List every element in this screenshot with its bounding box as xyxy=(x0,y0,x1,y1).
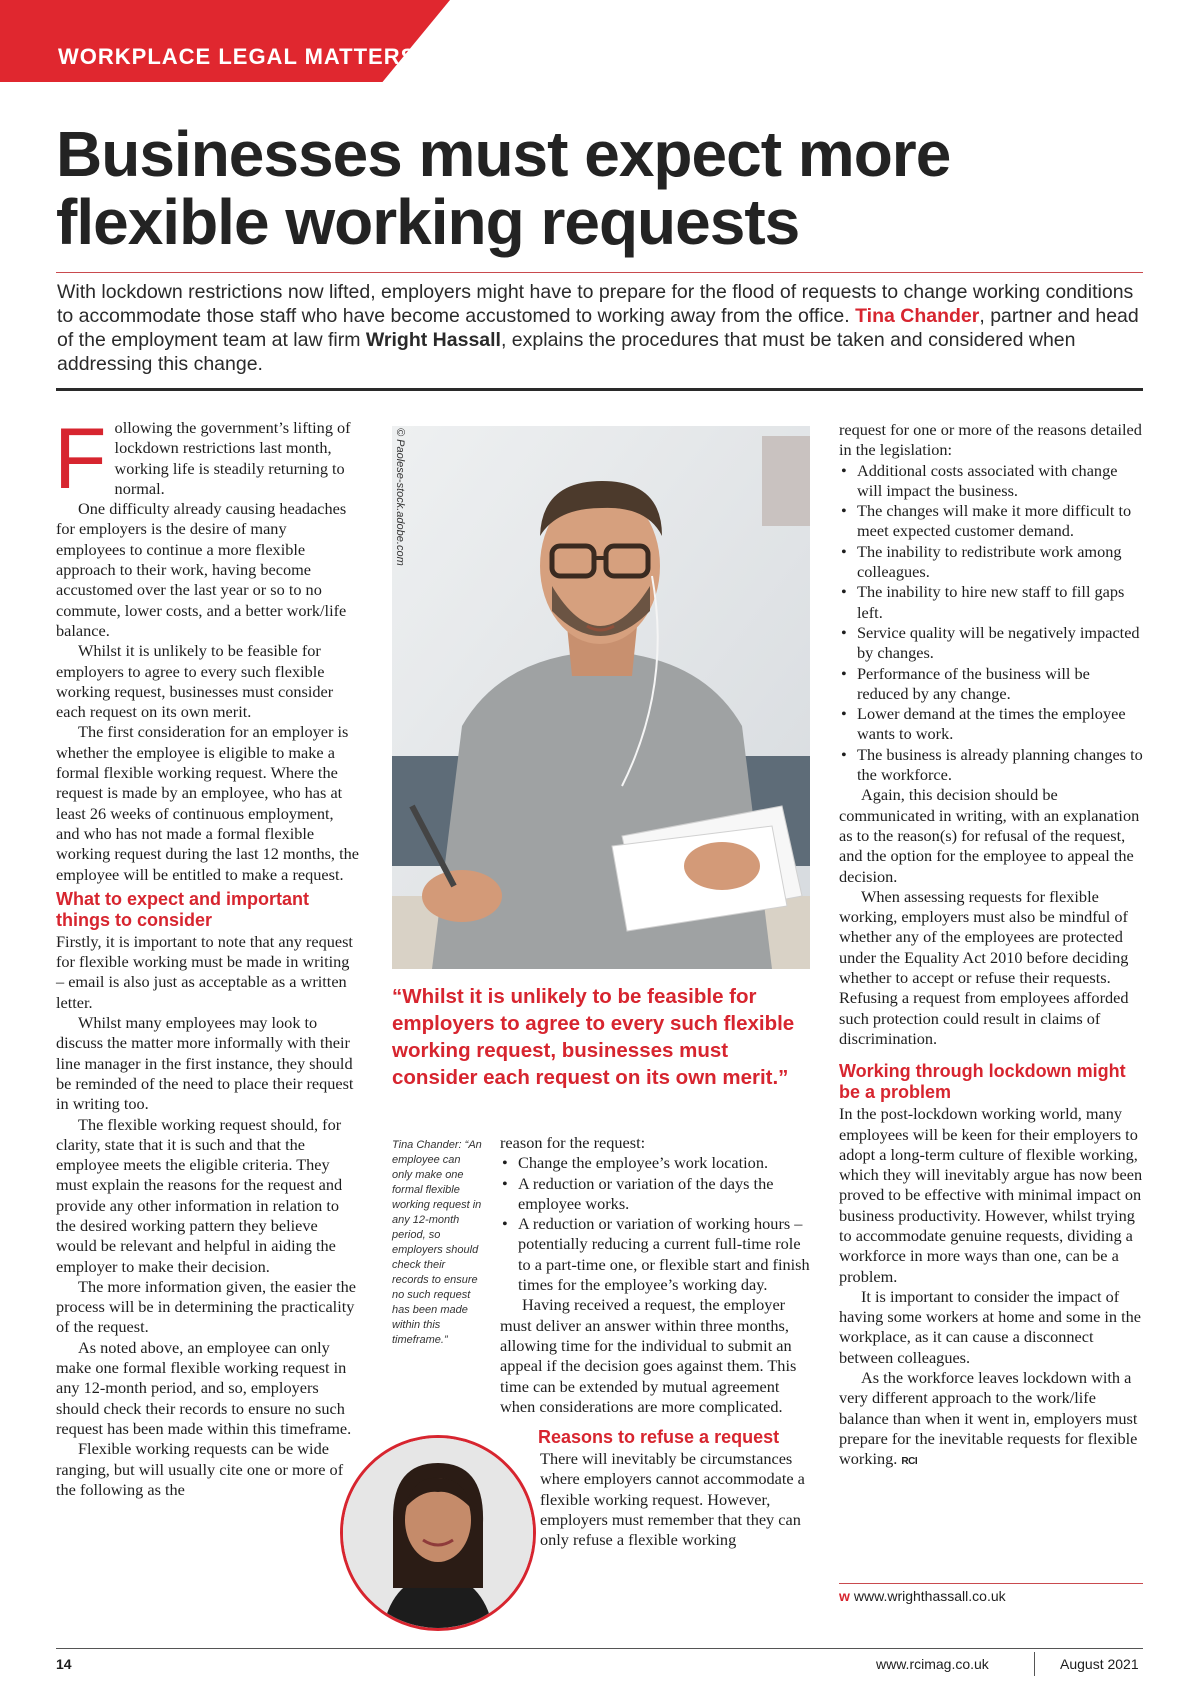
column-3 xyxy=(839,420,1145,1473)
footer-date: August 2021 xyxy=(1060,1656,1139,1672)
pull-quote: “Whilst it is unlikely to be feasible for employers to agree to every such flexible working request, businesses must consider each request on its own merit.” xyxy=(392,985,795,1089)
paragraph: In the post-lockdown working world, many employees will be keen for their employers to adopt a long-term culture of flexible working, which they will inevitably argue has now been proved to be effective with minimal impact on business productivity. However, whilst trying to accommodate genuine requests, dividing a workforce in more ways than one, can be a problem. xyxy=(839,1104,1143,1286)
paragraph-text: ollowing the government’s lifting of lockdown restrictions last month, working life is steadily returning to normal. xyxy=(114,418,351,498)
standfirst xyxy=(57,280,1142,376)
list-item: • A reduction or variation of the days the employee works. xyxy=(500,1174,810,1215)
list-item: • The business is already planning changes to the workforce. xyxy=(839,745,1145,786)
list-item: • Change the employee’s work location. xyxy=(500,1153,810,1173)
footer-site[interactable]: www.rcimag.co.uk xyxy=(876,1656,989,1672)
paragraph: When assessing requests for flexible working, employers must also be mindful of whether any of the employees are protected under the Equality Act 2010 before deciding whether to accept or refuse their requests. Refusing a request from employees afforded such protection could result in claims of discrimination. xyxy=(839,886,1129,1048)
paragraph xyxy=(839,1368,1145,1472)
paragraph: request for one or more of the reasons detailed in the legislation: xyxy=(839,420,1142,460)
refusal-reasons-list xyxy=(839,461,1145,786)
standfirst-top-rule xyxy=(56,272,1143,273)
paragraph: Having received a request, the employer must deliver an answer within three months, allowing time for the individual to submit an appeal if the decision goes against them. This time can be extended by mutual agreement when considerations are more complicated. xyxy=(500,1295,797,1416)
paragraph: The first consideration for an employer is whether the employee is eligible to make a formal flexible working request. Where the request is made by an employee, who has at least 26 weeks of continuous employment, and who has not made a formal flexible working request during the last 12 months, the employee will be entitled to make a request. xyxy=(56,722,359,884)
column-1 xyxy=(54,411,360,1500)
paragraph: As noted above, an employee can only make one formal flexible working request in any 12-month period, and so, employers should check their records to ensure no such request has been made within this timeframe. xyxy=(56,1337,352,1438)
web-link[interactable] xyxy=(839,1588,1006,1604)
column-2 xyxy=(500,1133,810,1551)
paragraph: There will inevitably be circumstances where employers cannot accommodate a flexible working request. However, employers must remember that they can only refuse a flexible working xyxy=(540,1449,805,1550)
request-reasons-list xyxy=(500,1153,810,1295)
footer-divider xyxy=(1034,1652,1035,1676)
standfirst-text: With lockdown restrictions now lifted, employers might have to prepare for the flood of requests to change working conditions to accommodate those staff who have become accustomed to working away from the office. xyxy=(57,281,1134,327)
subheading: What to expect and important things to consider xyxy=(56,888,310,930)
list-item: • The inability to hire new staff to fill gaps left. xyxy=(839,582,1145,623)
list-item: • Lower demand at the times the employee wants to work. xyxy=(839,704,1145,745)
author-name: Tina Chander xyxy=(855,305,980,327)
photo-credit xyxy=(388,428,408,588)
paragraph-text: As the workforce leaves lockdown with a very different approach to the work/life balance than when it went in, employers must prepare for the inevitable requests for flexible working. xyxy=(839,1368,1138,1469)
end-mark: RCI xyxy=(901,1456,918,1468)
paragraph: The flexible working request should, for clarity, state that it is such and that the employee meets the eligible criteria. They must explain the reasons for the request and provide any other information in relation to the desired working pattern they believe would be relevant and helpful in aiding the employer to make their decision. xyxy=(56,1114,343,1276)
footer-rule xyxy=(56,1648,1143,1649)
standfirst-text: , explains the procedures that must be taken and considered when addressing this change. xyxy=(57,329,1076,375)
article-photo xyxy=(392,426,810,969)
web-prefix: w xyxy=(839,1588,850,1604)
paragraph: reason for the request: xyxy=(500,1133,646,1152)
paragraph: One difficulty already causing headaches for employers is the desire of many employees to continue a more flexible approach to their work, having become accustomed over the last year or so to no commute, lower costs, and a better work/life balance. xyxy=(56,499,347,640)
list-item: • A reduction or variation of working hours – potentially reducing a current full-time role to a part-time one, or flexible start and finish times for the employee’s working day. xyxy=(500,1214,810,1295)
list-item: • The inability to redistribute work among colleagues. xyxy=(839,542,1145,583)
list-item: • Performance of the business will be reduced by any change. xyxy=(839,664,1145,705)
headline-line-2: flexible working requests xyxy=(56,186,800,258)
paragraph xyxy=(54,411,360,507)
paragraph: Firstly, it is important to note that any request for flexible working must be made in writing – email is also just as acceptable as a written letter. xyxy=(56,931,353,1012)
paragraph: Whilst it is unlikely to be feasible for employers to agree to every such flexible working request, businesses must consider each request on its own merit. xyxy=(56,641,334,722)
web-link-rule xyxy=(839,1583,1143,1584)
man-writing-illustration xyxy=(392,426,810,969)
page-number: 14 xyxy=(56,1656,72,1672)
photo-credit-text: © Paolese-stock.adobe.com xyxy=(394,428,406,566)
headline-line-1: Businesses must expect more xyxy=(56,118,951,190)
headline xyxy=(56,120,1146,256)
standfirst-bottom-rule xyxy=(56,388,1143,391)
paragraph: Flexible working requests can be wide ranging, but will usually cite one or more of the following as the xyxy=(56,1439,344,1499)
paragraph: Again, this decision should be communicated in writing, with an explanation as to the reason(s) for refusal of the request, and the option for the employee to appeal the decision. xyxy=(839,785,1140,886)
paragraph: The more information given, the easier the process will be in determining the practicality of the request. xyxy=(56,1276,357,1337)
standfirst-text: , partner and head of the employment team at law firm xyxy=(57,305,1139,351)
paragraph: Whilst many employees may look to discuss the matter more informally with their line manager in the first instance, they should be reminded of the need to place their request in writing too. xyxy=(56,1013,354,1114)
list-item: • Service quality will be negatively impacted by changes. xyxy=(839,623,1145,664)
paragraph: It is important to consider the impact of having some workers at home and some in the workplace, as it can cause a disconnect between colleagues. xyxy=(839,1286,1142,1367)
firm-name: Wright Hassall xyxy=(365,329,501,351)
list-item: • The changes will make it more difficult to meet expected customer demand. xyxy=(839,501,1145,542)
drop-cap: F xyxy=(54,411,107,507)
headshot-caption: Tina Chander: “An employee can only make one formal flexible working request in any 12-month period, so employers should check their records to ensure no such request has been made within this timeframe.” xyxy=(392,1139,482,1346)
web-url[interactable]: www.wrighthassall.co.uk xyxy=(853,1588,1006,1604)
list-item: • Additional costs associated with change will impact the business. xyxy=(839,461,1145,502)
subheading: Working through lockdown might be a problem xyxy=(839,1061,1126,1103)
section-label: WORKPLACE LEGAL MATTERS xyxy=(58,44,417,69)
subheading: Reasons to refuse a request xyxy=(538,1427,780,1448)
